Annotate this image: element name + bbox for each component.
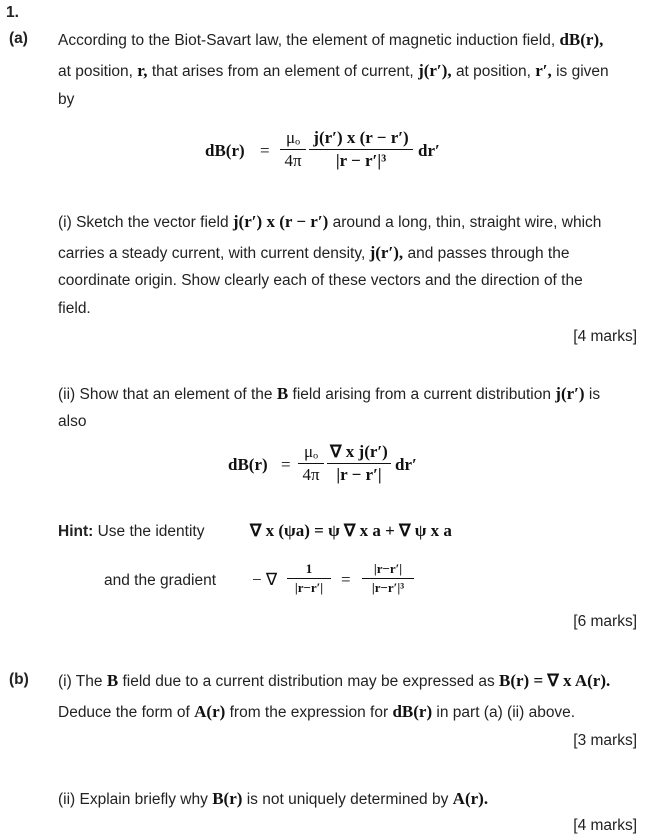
part-a-ii-line-2: also <box>58 413 87 430</box>
part-a-ii-marks: [6 marks] <box>573 613 637 630</box>
part-b-text: in part (a) (ii) above. <box>436 704 576 721</box>
eq2-lhs: dB(r) <box>228 455 268 474</box>
part-b-ii-line <box>58 789 488 809</box>
part-ii-text: (ii) Show that an element of the <box>58 386 273 403</box>
vector-field-expr: j(r′) x (r − r′) <box>232 212 329 231</box>
gradient-fraction <box>287 561 331 596</box>
eq2-coefficient <box>298 442 324 485</box>
fraction-bar <box>327 463 391 464</box>
mu-zero: μₒ <box>303 442 318 461</box>
part-b-i-marks: [3 marks] <box>573 732 637 749</box>
part-a-label: (a) <box>9 30 28 47</box>
gradient-result-denominator: |r−r′|³ <box>371 580 405 595</box>
gradient-denominator: |r−r′| <box>294 580 324 595</box>
part-b-text: (i) The <box>58 673 103 690</box>
part-b-i-line-1 <box>58 671 610 691</box>
part-a-intro-line-3: by <box>58 91 75 108</box>
eq2-tail: dr′ <box>395 455 417 474</box>
A-symbol: A(r) <box>194 702 226 721</box>
r-symbol: r, <box>137 61 148 80</box>
part-a-intro-line-1 <box>58 30 603 50</box>
B-symbol: B <box>106 671 119 690</box>
part-a-ii-line-1 <box>58 384 600 404</box>
vector-identity: ∇ x (ψa) = ψ ∇ x a + ∇ ψ x a <box>250 521 452 540</box>
part-b-text: Deduce the form of <box>58 704 190 721</box>
eq1-main-fraction <box>309 128 413 171</box>
intro-text: is given <box>556 63 609 80</box>
vector-potential-relation: B(r) = ∇ x A(r). <box>499 671 611 690</box>
j-symbol: j(r′), <box>418 61 452 80</box>
four-pi: 4π <box>302 465 320 484</box>
eq2-numerator: ∇ x j(r′) <box>330 442 388 461</box>
part-a-i-line-3: coordinate origin. Show clearly each of these vectors and the direction of the <box>58 272 583 289</box>
part-a-i-line-4: field. <box>58 300 91 317</box>
part-b-text: is not uniquely determined by <box>246 791 449 808</box>
part-i-text: and passes through the <box>407 245 570 262</box>
eq2-main-fraction <box>327 442 391 485</box>
part-ii-text: field arising from a current distribution <box>292 386 551 403</box>
part-b-ii-marks: [4 marks] <box>573 817 637 834</box>
gradient-result-fraction <box>362 561 414 596</box>
part-b-text: from the expression for <box>229 704 389 721</box>
part-b-text: field due to a current distribution may be expressed as <box>122 673 495 690</box>
hint-text: Use the identity <box>97 523 205 540</box>
eq2-denominator: |r − r′| <box>336 465 382 484</box>
fraction-bar <box>362 578 414 579</box>
hint-line <box>58 523 204 541</box>
j-symbol: j(r′), <box>369 243 404 262</box>
gradient-result-numerator: |r−r′| <box>373 561 403 576</box>
fraction-bar <box>287 578 331 579</box>
gradient-equals: = <box>341 570 351 589</box>
part-b-i-line-2 <box>58 702 575 722</box>
eq1-equals: = <box>260 141 270 160</box>
dB-symbol: dB(r) <box>392 702 433 721</box>
part-b-label: (b) <box>9 671 29 688</box>
question-number: 1. <box>6 4 19 21</box>
gradient-lhs: − ∇ <box>252 570 278 589</box>
r-prime-symbol: r′, <box>535 61 552 80</box>
fraction-bar <box>309 149 413 150</box>
four-pi: 4π <box>284 151 302 170</box>
eq1-numerator: j(r′) x (r − r′) <box>313 128 409 147</box>
part-a-intro-line-2 <box>58 61 609 81</box>
part-a-i-line-1 <box>58 212 601 232</box>
part-i-text: around a long, thin, straight wire, which <box>332 214 602 231</box>
B-symbol: B <box>276 384 289 403</box>
part-a-i-line-2 <box>58 243 569 263</box>
eq1-denominator: |r − r′|³ <box>335 151 387 170</box>
dB-symbol: dB(r), <box>559 30 604 49</box>
part-b-text: (ii) Explain briefly why <box>58 791 208 808</box>
A-symbol: A(r). <box>452 789 489 808</box>
B-symbol: B(r) <box>212 789 243 808</box>
intro-text: at position, <box>455 63 531 80</box>
part-a-i-marks: [4 marks] <box>573 328 637 345</box>
hint-label: Hint: <box>58 523 94 540</box>
intro-text: that arises from an element of current, <box>151 63 414 80</box>
eq1-coefficient <box>280 128 306 171</box>
part-ii-text: is <box>588 386 601 403</box>
intro-text: at position, <box>58 63 133 80</box>
eq2-equals: = <box>281 455 291 474</box>
fraction-bar <box>298 463 324 464</box>
eq1-tail: dr′ <box>418 141 440 160</box>
gradient-numerator: 1 <box>305 561 313 576</box>
intro-text: According to the Biot-Savart law, the element of magnetic induction field, <box>58 32 556 49</box>
part-i-text: carries a steady current, with current density, <box>58 245 366 262</box>
part-i-text: (i) Sketch the vector field <box>58 214 229 231</box>
fraction-bar <box>280 149 306 150</box>
mu-zero: μₒ <box>285 128 300 147</box>
gradient-label: and the gradient <box>104 572 217 589</box>
j-symbol: j(r′) <box>555 384 585 403</box>
eq1-lhs: dB(r) <box>205 141 245 160</box>
